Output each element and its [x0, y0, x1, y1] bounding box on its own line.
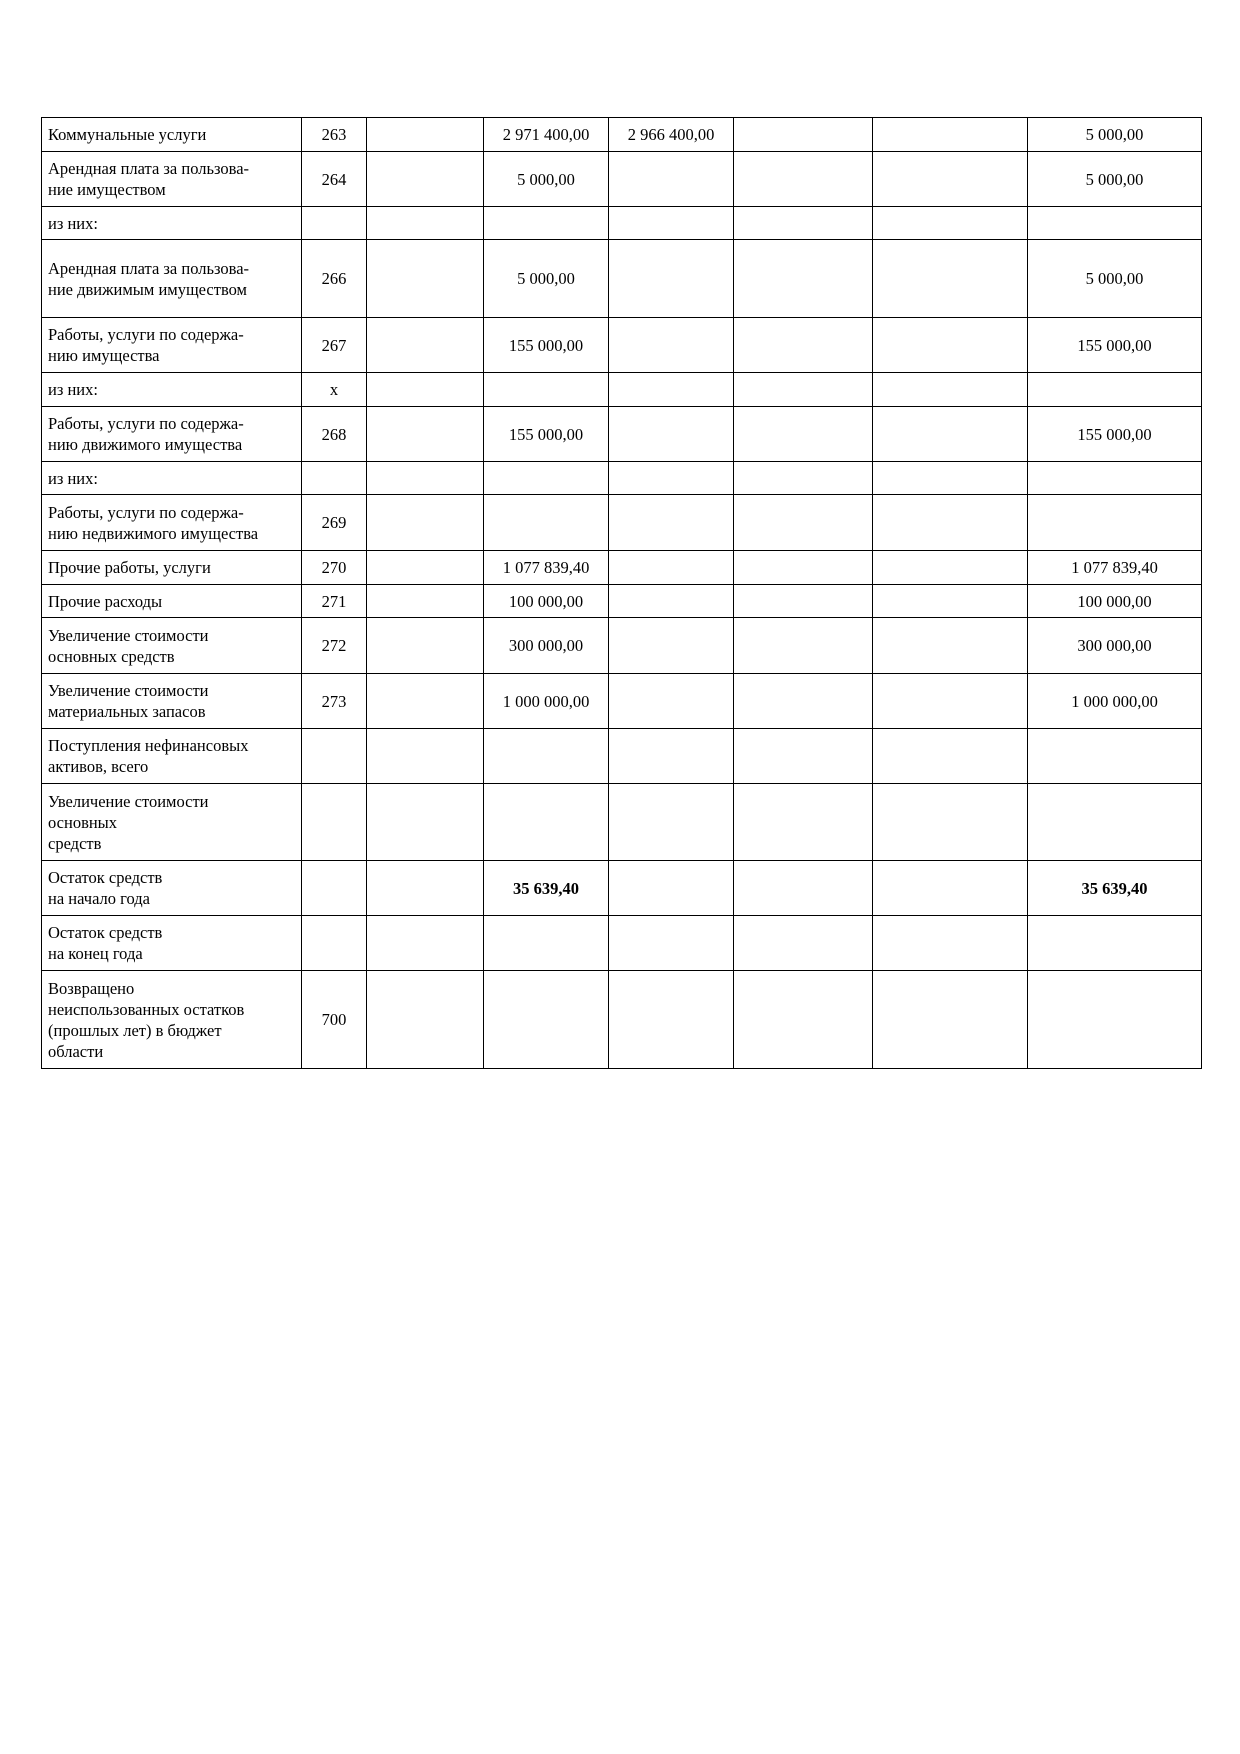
row-label: Работы, услуги по содержа- нию имущества: [42, 318, 302, 373]
cell-col5: 2 966 400,00: [609, 118, 734, 152]
cell-col8: 5 000,00: [1028, 240, 1202, 318]
cell-col7: [873, 551, 1028, 585]
cell-col3: [367, 585, 484, 618]
cell-col6: [734, 861, 873, 916]
table-row: [42, 784, 1202, 861]
row-code: [302, 729, 367, 784]
cell-col4: 5 000,00: [484, 152, 609, 207]
cell-col8: [1028, 729, 1202, 784]
cell-col3: [367, 118, 484, 152]
row-code: 266: [302, 240, 367, 318]
cell-col3: [367, 207, 484, 240]
cell-col4: [484, 971, 609, 1069]
cell-col8: 1 077 839,40: [1028, 551, 1202, 585]
cell-col4: [484, 916, 609, 971]
cell-col3: [367, 551, 484, 585]
cell-col3: [367, 674, 484, 729]
row-code: 700: [302, 971, 367, 1069]
cell-col3: [367, 462, 484, 495]
cell-col3: [367, 152, 484, 207]
cell-col4: 155 000,00: [484, 318, 609, 373]
cell-col4: 5 000,00: [484, 240, 609, 318]
cell-col3: [367, 784, 484, 861]
cell-col8: 5 000,00: [1028, 152, 1202, 207]
row-label: Поступления нефинансовых активов, всего: [42, 729, 302, 784]
cell-col4: [484, 373, 609, 407]
cell-col8: 155 000,00: [1028, 407, 1202, 462]
cell-col6: [734, 207, 873, 240]
cell-col6: [734, 784, 873, 861]
cell-col3: [367, 373, 484, 407]
row-label: из них:: [42, 373, 302, 407]
cell-col8: [1028, 971, 1202, 1069]
cell-col7: [873, 585, 1028, 618]
cell-col7: [873, 618, 1028, 674]
table-row: [42, 551, 1202, 585]
cell-col7: [873, 240, 1028, 318]
row-code: [302, 207, 367, 240]
row-label: Остаток средств на начало года: [42, 861, 302, 916]
cell-col6: [734, 674, 873, 729]
cell-col5: [609, 551, 734, 585]
cell-col8: [1028, 916, 1202, 971]
row-code: 270: [302, 551, 367, 585]
cell-col4: 1 077 839,40: [484, 551, 609, 585]
cell-col5: [609, 861, 734, 916]
cell-col4: 35 639,40: [484, 861, 609, 916]
row-label: Возвращено неиспользованных остатков (прошлых лет) в бюджет области: [42, 971, 302, 1069]
table-row: [42, 407, 1202, 462]
table-row: [42, 618, 1202, 674]
table-row: [42, 971, 1202, 1069]
cell-col3: [367, 318, 484, 373]
row-code: [302, 784, 367, 861]
row-code: [302, 916, 367, 971]
cell-col6: [734, 118, 873, 152]
cell-col6: [734, 495, 873, 551]
cell-col7: [873, 118, 1028, 152]
row-code: 264: [302, 152, 367, 207]
row-code: 273: [302, 674, 367, 729]
row-label: Прочие работы, услуги: [42, 551, 302, 585]
cell-col4: 100 000,00: [484, 585, 609, 618]
cell-col5: [609, 971, 734, 1069]
cell-col8: [1028, 373, 1202, 407]
cell-col7: [873, 861, 1028, 916]
table-row: [42, 861, 1202, 916]
cell-col4: 155 000,00: [484, 407, 609, 462]
table-row: [42, 462, 1202, 495]
cell-col4: [484, 495, 609, 551]
cell-col7: [873, 462, 1028, 495]
cell-col6: [734, 318, 873, 373]
cell-col3: [367, 971, 484, 1069]
cell-col3: [367, 916, 484, 971]
cell-col5: [609, 407, 734, 462]
cell-col6: [734, 618, 873, 674]
cell-col6: [734, 729, 873, 784]
row-label: Увеличение стоимости основных средств: [42, 784, 302, 861]
cell-col4: 1 000 000,00: [484, 674, 609, 729]
cell-col7: [873, 916, 1028, 971]
table-row: [42, 118, 1202, 152]
cell-col7: [873, 373, 1028, 407]
cell-col5: [609, 674, 734, 729]
cell-col8: 35 639,40: [1028, 861, 1202, 916]
row-code: 272: [302, 618, 367, 674]
cell-col7: [873, 729, 1028, 784]
cell-col3: [367, 240, 484, 318]
table-row: [42, 318, 1202, 373]
cell-col6: [734, 152, 873, 207]
cell-col8: 100 000,00: [1028, 585, 1202, 618]
cell-col8: [1028, 207, 1202, 240]
table-row: [42, 674, 1202, 729]
row-label: из них:: [42, 462, 302, 495]
row-code: [302, 462, 367, 495]
cell-col6: [734, 585, 873, 618]
cell-col3: [367, 495, 484, 551]
cell-col6: [734, 551, 873, 585]
cell-col5: [609, 240, 734, 318]
cell-col4: [484, 462, 609, 495]
cell-col5: [609, 618, 734, 674]
table-row: [42, 240, 1202, 318]
cell-col6: [734, 373, 873, 407]
cell-col8: 155 000,00: [1028, 318, 1202, 373]
cell-col6: [734, 240, 873, 318]
cell-col7: [873, 971, 1028, 1069]
cell-col5: [609, 784, 734, 861]
cell-col4: [484, 207, 609, 240]
table-row: [42, 152, 1202, 207]
row-label: Увеличение стоимости материальных запасов: [42, 674, 302, 729]
row-label: Арендная плата за пользова- ние имуществом: [42, 152, 302, 207]
cell-col6: [734, 916, 873, 971]
cell-col5: [609, 318, 734, 373]
row-label: Коммунальные услуги: [42, 118, 302, 152]
row-label: Остаток средств на конец года: [42, 916, 302, 971]
cell-col4: 2 971 400,00: [484, 118, 609, 152]
cell-col6: [734, 407, 873, 462]
cell-col6: [734, 971, 873, 1069]
cell-col5: [609, 585, 734, 618]
cell-col4: [484, 784, 609, 861]
table-row: [42, 916, 1202, 971]
table-row: [42, 373, 1202, 407]
row-code: 269: [302, 495, 367, 551]
cell-col3: [367, 729, 484, 784]
row-label: Работы, услуги по содержа- нию движимого имущества: [42, 407, 302, 462]
cell-col7: [873, 318, 1028, 373]
row-code: 271: [302, 585, 367, 618]
row-code: 268: [302, 407, 367, 462]
cell-col3: [367, 861, 484, 916]
cell-col8: 1 000 000,00: [1028, 674, 1202, 729]
table-row: [42, 495, 1202, 551]
row-code: [302, 861, 367, 916]
cell-col8: [1028, 495, 1202, 551]
row-label: из них:: [42, 207, 302, 240]
table-row: [42, 729, 1202, 784]
budget-expenditure-table: [41, 117, 1202, 1069]
cell-col7: [873, 674, 1028, 729]
cell-col7: [873, 152, 1028, 207]
cell-col3: [367, 618, 484, 674]
cell-col5: [609, 152, 734, 207]
cell-col8: 300 000,00: [1028, 618, 1202, 674]
row-code: 263: [302, 118, 367, 152]
cell-col6: [734, 462, 873, 495]
table-row: [42, 207, 1202, 240]
cell-col5: [609, 495, 734, 551]
cell-col3: [367, 407, 484, 462]
cell-col5: [609, 373, 734, 407]
cell-col5: [609, 462, 734, 495]
cell-col7: [873, 207, 1028, 240]
table-row: [42, 585, 1202, 618]
cell-col8: [1028, 784, 1202, 861]
table-body: [42, 118, 1202, 1069]
cell-col7: [873, 407, 1028, 462]
cell-col7: [873, 784, 1028, 861]
row-code: 267: [302, 318, 367, 373]
cell-col4: [484, 729, 609, 784]
row-label: Прочие расходы: [42, 585, 302, 618]
cell-col5: [609, 916, 734, 971]
cell-col5: [609, 729, 734, 784]
cell-col8: 5 000,00: [1028, 118, 1202, 152]
cell-col8: [1028, 462, 1202, 495]
cell-col5: [609, 207, 734, 240]
row-code: х: [302, 373, 367, 407]
row-label: Работы, услуги по содержа- нию недвижимого имущества: [42, 495, 302, 551]
row-label: Арендная плата за пользова- ние движимым имуществом: [42, 240, 302, 318]
row-label: Увеличение стоимости основных средств: [42, 618, 302, 674]
cell-col4: 300 000,00: [484, 618, 609, 674]
cell-col7: [873, 495, 1028, 551]
